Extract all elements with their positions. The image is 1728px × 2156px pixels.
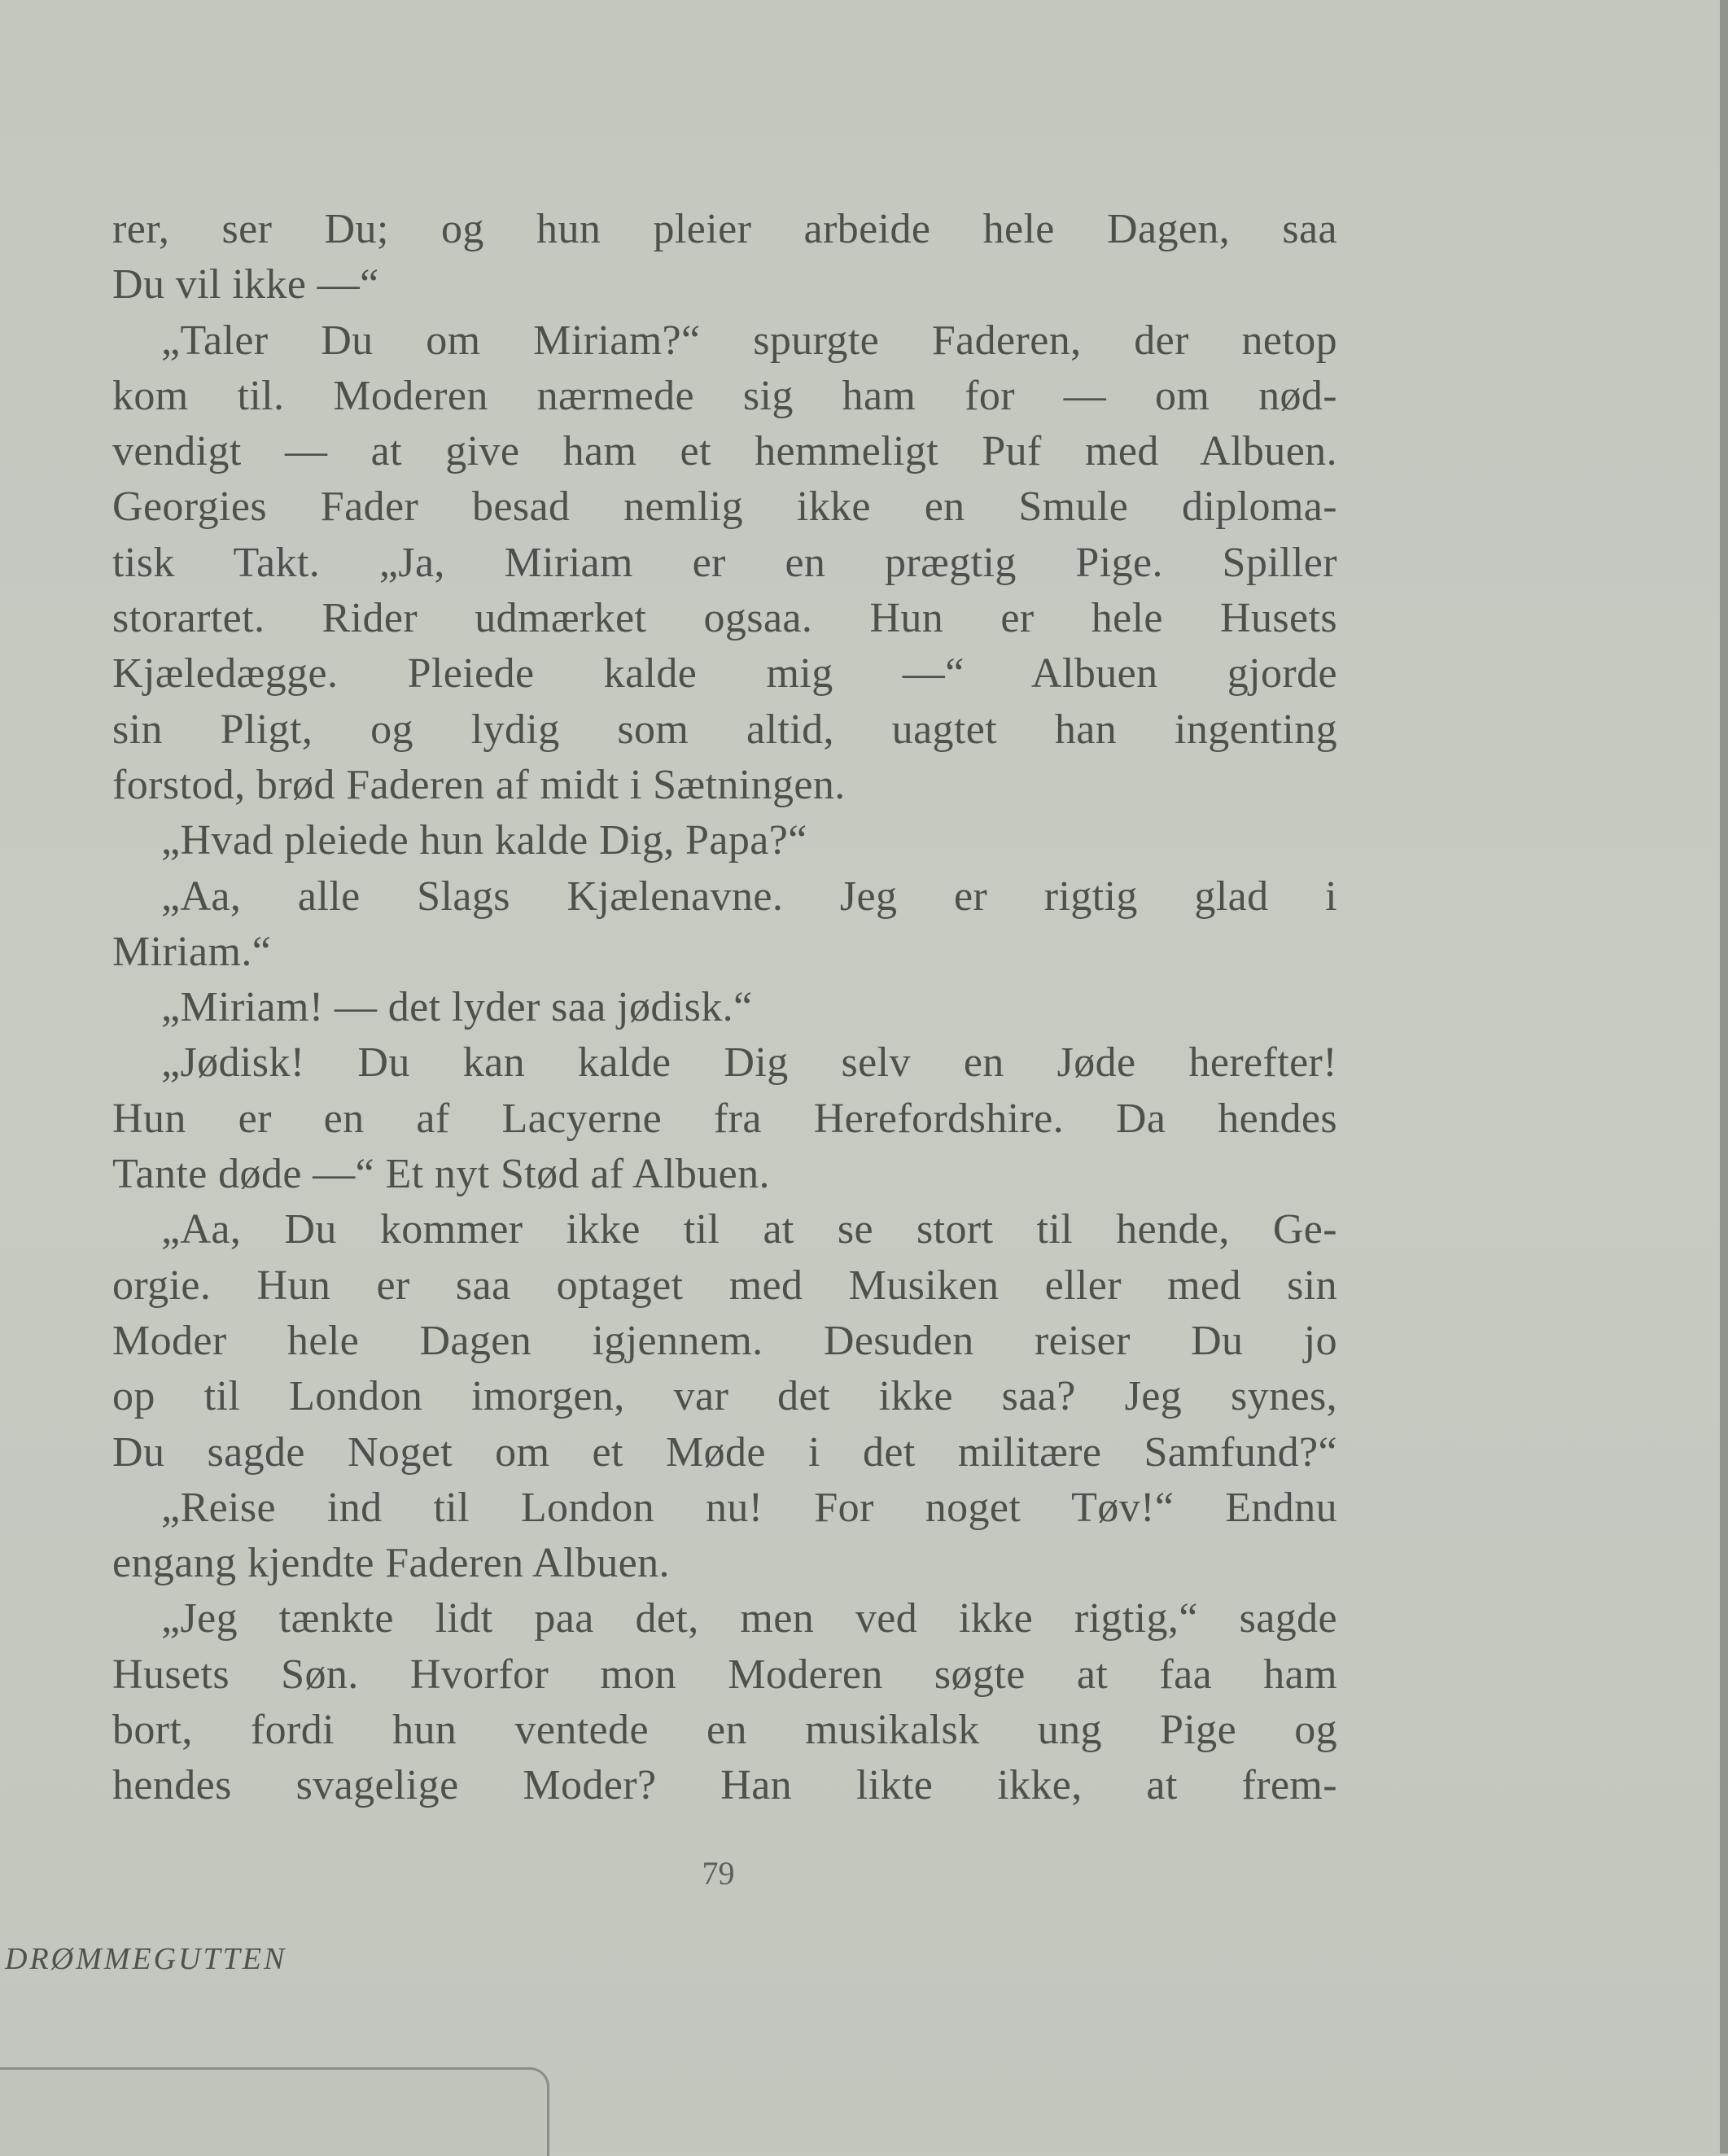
text-line: „Aa, Du kommer ikke til at se stort til hende, Ge- <box>161 1206 1337 1253</box>
text-line: Husets Søn. Hvorfor mon Moderen søgte at faa ham <box>112 1651 1337 1698</box>
text-line: Hun er en af Lacyerne fra Herefordshire. Da hendes <box>112 1095 1337 1142</box>
text-line: „Taler Du om Miriam?“ spurgte Faderen, der netop <box>161 317 1337 364</box>
page-edge <box>1720 0 1728 2154</box>
text-line: orgie. Hun er saa optaget med Musiken eller med sin <box>112 1262 1337 1309</box>
text-line: hendes svagelige Moder? Han likte ikke, at frem- <box>112 1762 1337 1809</box>
text-line: Du vil ikke —“ <box>112 261 379 308</box>
text-line: „Reise ind til London nu! For noget Tøv!“ Endnu <box>161 1484 1337 1531</box>
text-line: „Hvad pleiede hun kalde Dig, Papa?“ <box>161 817 807 864</box>
body-text <box>112 202 1337 1814</box>
book-title-footer: DRØMMEGUTTEN <box>5 1942 287 1976</box>
text-line: Kjæledægge. Pleiede kalde mig —“ Albuen gjorde <box>112 650 1337 698</box>
text-line: Georgies Fader besad nemlig ikke en Smule diploma- <box>112 483 1337 531</box>
text-line: kom til. Moderen nærmede sig ham for — om nød- <box>112 372 1337 419</box>
text-line: Du sagde Noget om et Møde i det militære Samfund?“ <box>112 1428 1337 1476</box>
page-number: 79 <box>702 1855 735 1891</box>
text-line: tisk Takt. „Ja, Miriam er en prægtig Pige. Spiller <box>112 539 1337 586</box>
text-line: „Jødisk! Du kan kalde Dig selv en Jøde herefter! <box>161 1039 1337 1087</box>
text-line: rer, ser Du; og hun pleier arbeide hele Dagen, saa <box>112 206 1337 252</box>
text-line: Moder hele Dagen igjennem. Desuden reiser Du jo <box>112 1317 1337 1364</box>
text-line: sin Pligt, og lydig som altid, uagtet han ingenting <box>112 706 1337 753</box>
text-line: vendigt — at give ham et hemmeligt Puf med Albuen. <box>112 428 1337 475</box>
text-line: Tante døde —“ Et nyt Stød af Albuen. <box>112 1151 770 1198</box>
text-line: „Miriam! — det lyder saa jødisk.“ <box>161 984 753 1031</box>
text-line: „Aa, alle Slags Kjælenavne. Jeg er rigtig glad i <box>161 872 1337 920</box>
library-label-outline <box>0 2067 549 2156</box>
text-line: op til London imorgen, var det ikke saa? Jeg synes, <box>112 1373 1337 1420</box>
text-line: „Jeg tænkte lidt paa det, men ved ikke rigtig,“ sagde <box>161 1595 1337 1642</box>
text-line: bort, fordi hun ventede en musikalsk ung Pige og <box>112 1707 1337 1754</box>
text-line: engang kjendte Faderen Albuen. <box>112 1540 670 1587</box>
text-line: storartet. Rider udmærket ogsaa. Hun er hele Husets <box>112 595 1337 642</box>
text-line: forstod, brød Faderen af midt i Sætningen. <box>112 761 846 808</box>
text-line: Miriam.“ <box>112 928 272 975</box>
